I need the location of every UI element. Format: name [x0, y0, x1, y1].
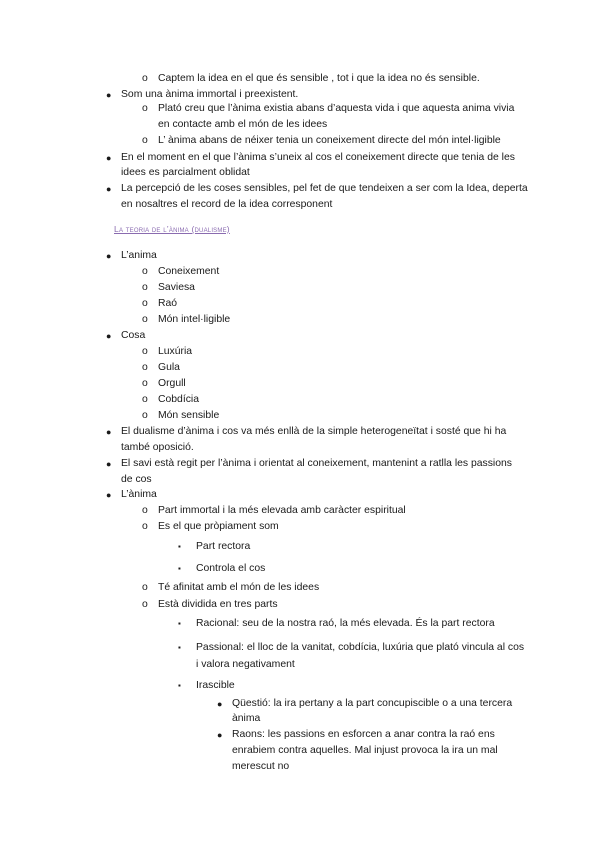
text-line: Som una ànima immortal i preexistent. [121, 89, 299, 100]
filled-bullet: ● [217, 730, 223, 740]
text-line: L’anima [121, 250, 157, 261]
hollow-bullet: o [142, 103, 148, 114]
section-heading: La teoria de l’ànima (dualisme) [114, 224, 230, 234]
square-bullet: ▪ [178, 681, 181, 690]
hollow-bullet: o [142, 314, 148, 325]
list-item: Luxúria [158, 346, 193, 357]
hollow-bullet: o [142, 505, 148, 516]
text-line: també oposició. [121, 442, 194, 453]
filled-bullet: ● [106, 331, 112, 341]
text-line: Part immortal i la més elevada amb caràcter espiritual [158, 505, 406, 516]
text-line: Qüestió: la ira pertany a la part concupiscible o a una tercera [232, 698, 513, 709]
text-line: i valora negativament [196, 659, 295, 670]
text-line: Plató creu que l’ànima existia abans d’aquesta vida i que aquesta anima vivia [158, 103, 515, 114]
list-item: Cobdícia [158, 394, 200, 405]
hollow-bullet: o [142, 394, 148, 405]
list-item: Saviesa [158, 282, 195, 293]
text-line: Està dividida en tres parts [158, 599, 278, 610]
hollow-bullet: o [142, 521, 148, 532]
hollow-bullet: o [142, 599, 148, 610]
text-line: El dualisme d’ànima i cos va més enllà de la simple heterogeneïtat i sosté que hi ha [121, 426, 507, 437]
hollow-bullet: o [142, 266, 148, 277]
hollow-bullet: o [142, 582, 148, 593]
filled-bullet: ● [106, 251, 112, 261]
square-bullet: ▪ [178, 542, 181, 551]
text-line: idees es parcialment oblidat [121, 167, 250, 178]
text-line: Irascible [196, 680, 235, 691]
hollow-bullet: o [142, 410, 148, 421]
text-line: L’ànima [121, 489, 157, 500]
text-line: en contacte amb el món de les idees [158, 119, 328, 130]
text-line: Captem la idea en el que és sensible , tot i que la idea no és sensible. [158, 73, 480, 84]
list-item: Coneixement [158, 266, 220, 277]
text-line: Es el que pròpiament som [158, 521, 279, 532]
filled-bullet: ● [106, 459, 112, 469]
list-item: Orgull [158, 378, 186, 389]
hollow-bullet: o [142, 282, 148, 293]
hollow-bullet: o [142, 378, 148, 389]
text-line: Té afinitat amb el món de les idees [158, 582, 320, 593]
text-line: Part rectora [196, 541, 251, 552]
text-line: en nosaltres el record de la idea corresponent [121, 199, 333, 210]
list-item: Món intel·ligible [158, 314, 231, 325]
square-bullet: ▪ [178, 564, 181, 573]
list-item: Raó [158, 298, 178, 309]
hollow-bullet: o [142, 346, 148, 357]
filled-bullet: ● [106, 153, 112, 163]
text-line: Passional: el lloc de la vanitat, cobdícia, luxúria que plató vincula al cos [196, 642, 525, 653]
list-item: Món sensible [158, 410, 220, 421]
square-bullet: ▪ [178, 643, 181, 652]
filled-bullet: ● [106, 90, 112, 100]
square-bullet: ▪ [178, 619, 181, 628]
text-line: merescut no [232, 761, 290, 772]
hollow-bullet: o [142, 298, 148, 309]
text-line: La percepció de les coses sensibles, pel fet de que tendeixen a ser com la Idea, deperta [121, 183, 528, 194]
text-line: El savi està regit per l’ànima i orientat al coneixement, mantenint a ratlla les passions [121, 458, 512, 469]
filled-bullet: ● [106, 427, 112, 437]
text-line: Racional: seu de la nostra raó, la més elevada. És la part rectora [196, 618, 495, 629]
text-line: L’ ànima abans de néixer tenia un coneixement directe del món intel·ligible [158, 135, 501, 146]
list-item: Gula [158, 362, 180, 373]
filled-bullet: ● [106, 184, 112, 194]
text-line: enrabiem contra aquelles. Mal injust provoca la ira un mal [232, 745, 498, 756]
text-line: Raons: les passions en esforcen a anar contra la raó ens [232, 729, 495, 740]
filled-bullet: ● [217, 699, 223, 709]
text-line: En el moment en el que l’ànima s’uneix al cos el coneixement directe que tenia de les [121, 152, 515, 163]
hollow-bullet: o [142, 362, 148, 373]
hollow-bullet: o [142, 135, 148, 146]
hollow-bullet: o [142, 73, 148, 84]
filled-bullet: ● [106, 490, 112, 500]
text-line: ànima [232, 713, 261, 724]
text-line: Cosa [121, 330, 146, 341]
text-line: Controla el cos [196, 563, 266, 574]
text-line: de cos [121, 474, 152, 485]
